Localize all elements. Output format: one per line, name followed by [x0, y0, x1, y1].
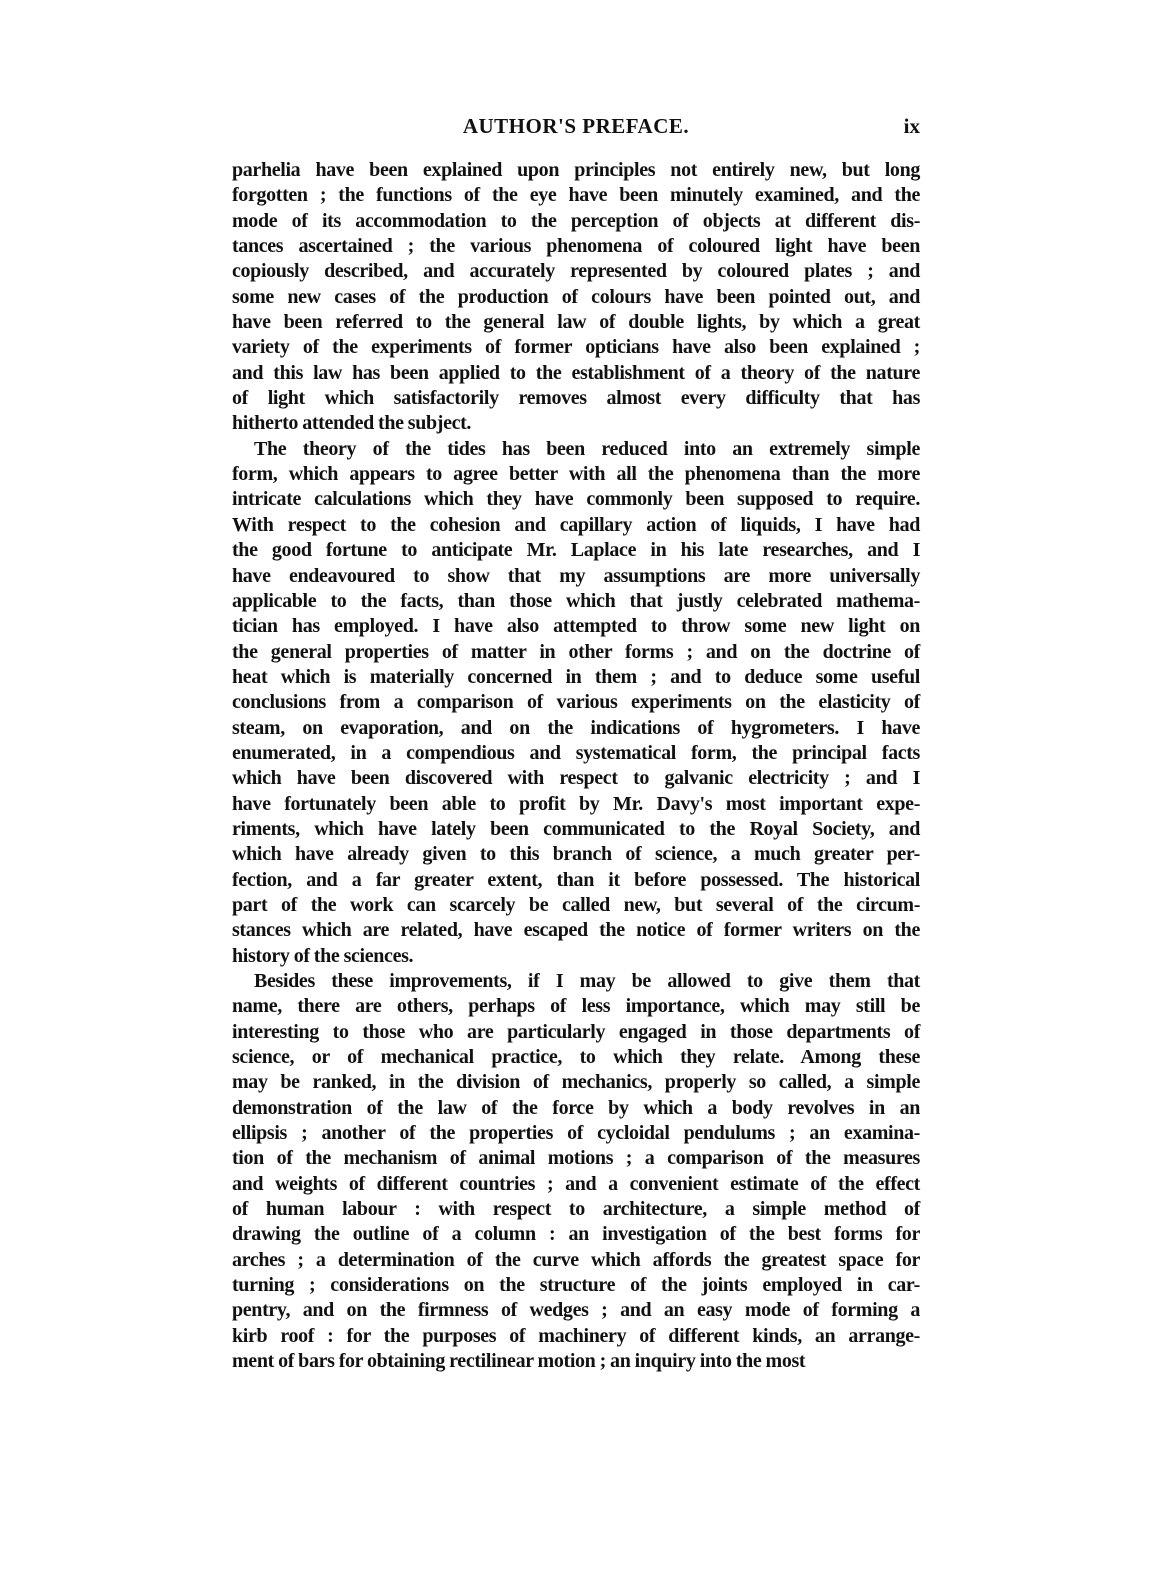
- text-line: name, there are others, perhaps of less importance, which may still be: [232, 995, 920, 1018]
- text-line: tances ascertained ; the various phenomena of coloured light have been: [232, 235, 920, 258]
- text-line: copiously described, and accurately represented by coloured plates ; and: [232, 260, 920, 283]
- text-line: forgotten ; the functions of the eye have been minutely examined, and the: [232, 184, 920, 207]
- text-line: kirb roof : for the purposes of machinery of different kinds, an arrange-: [232, 1324, 920, 1347]
- text-line: the general properties of matter in other forms ; and on the doctrine of: [232, 640, 920, 663]
- paragraph-improvements: [232, 969, 920, 1375]
- text-line: and this law has been applied to the establishment of a theory of the nature: [232, 361, 920, 384]
- text-line: steam, on evaporation, and on the indications of hygrometers. I have: [232, 716, 920, 739]
- text-line: have endeavoured to show that my assumptions are more universally: [232, 564, 920, 587]
- text-line: and weights of different countries ; and a convenient estimate of the effect: [232, 1172, 920, 1195]
- paragraph-tides-and-cohesion: [232, 437, 920, 969]
- text-line: pentry, and on the firmness of wedges ; and an easy mode of forming a: [232, 1299, 920, 1322]
- text-line: of human labour : with respect to architecture, a simple method of: [232, 1198, 920, 1221]
- text-line: enumerated, in a compendious and systematical form, the principal facts: [232, 741, 920, 764]
- running-head: [232, 112, 920, 144]
- text-line: tion of the mechanism of animal motions ; a comparison of the measures: [232, 1147, 920, 1170]
- text-line: ment of bars for obtaining rectilinear motion ; an inquiry into the most: [232, 1350, 806, 1373]
- text-line: which have already given to this branch of science, a much greater per-: [232, 843, 920, 866]
- text-line: history of the sciences.: [232, 944, 414, 967]
- text-line: have fortunately been able to profit by Mr. Davy's most important expe-: [232, 792, 920, 815]
- text-line: interesting to those who are particularly engaged in those departments of: [232, 1020, 920, 1043]
- text-line: of light which satisfactorily removes almost every difficulty that has: [232, 387, 920, 410]
- text-line: some new cases of the production of colours have been pointed out, and: [232, 285, 920, 308]
- text-line: applicable to the facts, than those which that justly celebrated mathema-: [232, 589, 920, 612]
- text-line: tician has employed. I have also attempted to throw some new light on: [232, 615, 920, 638]
- text-line: the good fortune to anticipate Mr. Laplace in his late researches, and I: [232, 539, 920, 562]
- text-line: drawing the outline of a column : an investigation of the best forms for: [232, 1223, 920, 1246]
- text-line: demonstration of the law of the force by which a body revolves in an: [232, 1096, 920, 1119]
- text-line: ellipsis ; another of the properties of cycloidal pendulums ; an examina-: [232, 1122, 920, 1145]
- text-line: may be ranked, in the division of mechanics, properly so called, a simple: [232, 1071, 920, 1094]
- text-line: form, which appears to agree better with all the phenomena than the more: [232, 463, 920, 486]
- text-line: The theory of the tides has been reduced into an extremely simple: [254, 437, 920, 460]
- text-line: With respect to the cohesion and capillary action of liquids, I have had: [232, 513, 920, 536]
- paragraph-optics: [232, 158, 920, 437]
- text-line: which have been discovered with respect to galvanic electricity ; and I: [232, 767, 920, 790]
- text-line: turning ; considerations on the structure of the joints employed in car-: [232, 1274, 920, 1297]
- text-line: science, or of mechanical practice, to which they relate. Among these: [232, 1046, 920, 1069]
- running-title: AUTHOR'S PREFACE.: [462, 114, 690, 138]
- text-line: riments, which have lately been communicated to the Royal Society, and: [232, 817, 920, 840]
- text-line: hitherto attended the subject.: [232, 412, 472, 435]
- body-text: [232, 158, 920, 1375]
- text-line: part of the work can scarcely be called new, but several of the circum-: [232, 893, 920, 916]
- text-line: parhelia have been explained upon principles not entirely new, but long: [232, 159, 920, 181]
- text-line: Besides these improvements, if I may be allowed to give them that: [254, 970, 920, 992]
- text-line: conclusions from a comparison of various experiments on the elasticity of: [232, 691, 920, 714]
- text-line: stances which are related, have escaped the notice of former writers on the: [232, 919, 920, 942]
- text-line: mode of its accommodation to the perception of objects at different dis-: [232, 209, 920, 232]
- page-number: ix: [903, 114, 920, 138]
- text-line: fection, and a far greater extent, than it before possessed. The historical: [232, 868, 920, 891]
- text-line: intricate calculations which they have commonly been supposed to require.: [232, 488, 920, 511]
- text-line: heat which is materially concerned in them ; and to deduce some useful: [232, 665, 920, 688]
- text-line: variety of the experiments of former opticians have also been explained ;: [232, 336, 920, 359]
- text-line: have been referred to the general law of double lights, by which a great: [232, 311, 920, 334]
- text-line: arches ; a determination of the curve which affords the greatest space for: [232, 1248, 920, 1271]
